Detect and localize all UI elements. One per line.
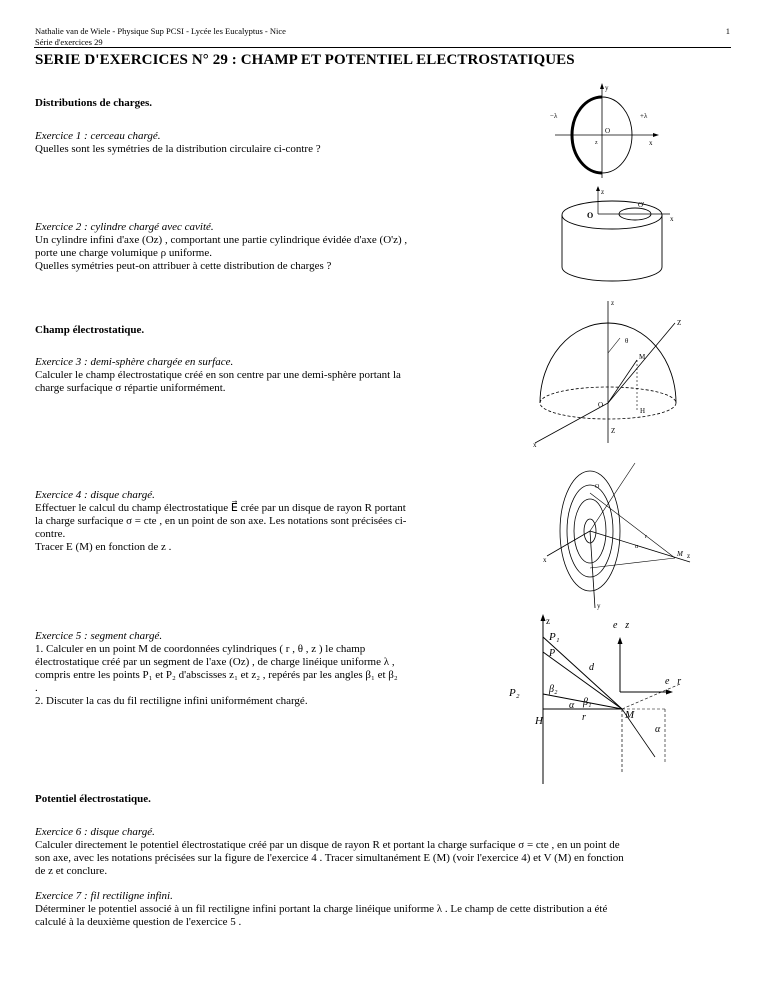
exercise-3-line: Calculer le champ électrostatique créé en son centre par une demi-sphère portant la	[35, 369, 401, 381]
figure-label: P	[549, 648, 556, 659]
figure-label: M	[677, 550, 683, 558]
figure-label: P₂	[509, 687, 520, 699]
exercise-5-line: électrostatique créé par un segment de l'axe (Oz) , de charge linéique uniforme λ ,	[35, 656, 395, 668]
figure-label: e⃗r	[665, 676, 682, 687]
exercise-1-title: Exercice 1 : cerceau chargé.	[35, 130, 161, 142]
figure-label: y	[597, 602, 601, 610]
exercise-2-line: porte une charge volumique ρ uniforme.	[35, 247, 212, 259]
figure-label: r	[582, 712, 586, 723]
figure-label: z	[687, 552, 691, 560]
exercise-4-line: contre.	[35, 528, 66, 540]
figure-cylinder-cavity	[560, 185, 680, 290]
figure-label: z	[611, 299, 615, 307]
exercise-2-line: Un cylindre infini d'axe (Oz) , comportant une partie cylindrique évidée d'axe (O'z) ,	[35, 234, 408, 246]
exercise-5-line: .	[35, 682, 38, 694]
exercise-7-line: calculé à la deuxième question de l'exercice 5 .	[35, 916, 242, 928]
figure-label: O	[598, 401, 604, 409]
figure-segment	[505, 612, 735, 787]
exercise-1-line: Quelles sont les symétries de la distribution circulaire ci-contre ?	[35, 143, 321, 155]
figure-label: +λ	[640, 112, 648, 120]
exercise-3	[35, 356, 401, 395]
exercise-5-title: Exercice 5 : segment chargé.	[35, 630, 163, 642]
exercise-5	[35, 630, 398, 708]
exercise-2	[35, 221, 407, 273]
figure-label: O	[595, 484, 600, 490]
figure-label: Z	[677, 319, 682, 327]
exercise-2-line: Quelles symétries peut-on attribuer à cette distribution de charges ?	[35, 260, 332, 272]
exercise-7-title: Exercice 7 : fil rectiligne infini.	[35, 890, 173, 902]
section-champ: Champ électrostatique.	[35, 324, 145, 336]
figure-label: O	[587, 211, 594, 220]
figure-label: r	[645, 534, 647, 540]
exercise-4-title: Exercice 4 : disque chargé.	[35, 489, 155, 501]
exercise-1	[35, 130, 321, 156]
section-distributions: Distributions de charges.	[35, 97, 153, 109]
figure-label: H	[535, 715, 543, 727]
figure-label: P₁	[549, 631, 560, 643]
header-line-1: Nathalie van de Wiele - Physique Sup PCSI - Lycée les Eucalyptus - Nice	[35, 26, 286, 36]
exercise-6-line: son axe, avec les notations précisées sur la figure de l'exercice 4 . Tracer simultanément E (M) (voir l'exercice 4) et V (M) en fonction	[35, 852, 624, 864]
page-title: SERIE D'EXERCICES N° 29 : CHAMP ET POTENTIEL ELECTROSTATIQUES	[35, 52, 575, 68]
figure-label: z	[595, 140, 598, 146]
figure-label: −λ	[550, 112, 558, 120]
exercise-5-line: compris entre les points P₁ et P₂ d'abscisses z₁ et z₂ , repérés par les angles β₁ et β₂	[35, 669, 398, 681]
exercise-7	[35, 890, 735, 929]
figure-label: x	[533, 441, 537, 449]
figure-label: M	[639, 353, 646, 361]
header-rule	[34, 47, 731, 48]
figure-label: θ	[625, 337, 629, 345]
figure-label: z	[601, 188, 605, 196]
figure-label: O'	[638, 201, 645, 209]
figure-label: α	[635, 544, 639, 550]
exercise-4-line: la charge surfacique σ = cte , en un point de son axe. Les notations sont précisées ci-	[35, 515, 407, 527]
header-line-2: Série d'exercices 29	[35, 37, 103, 47]
figure-disk	[535, 458, 695, 610]
exercise-5-line: 2. Discuter la cas du fil rectiligne infini uniformément chargé.	[35, 695, 308, 707]
figure-label: d	[589, 662, 594, 673]
exercise-4	[35, 489, 406, 554]
figure-label: z	[546, 616, 550, 626]
page-header	[35, 26, 286, 48]
exercise-7-line: Déterminer le potentiel associé à un fil rectiligne infini portant la charge linéique uniforme λ . Le champ de cette distribution a été	[35, 903, 608, 915]
figure-label: y	[605, 84, 609, 92]
figure-label: β₁	[583, 697, 592, 708]
exercise-6	[35, 826, 735, 878]
figure-label: x	[649, 139, 653, 147]
figure-label: H	[640, 407, 646, 415]
figure-label: α	[655, 724, 661, 735]
exercise-3-line: charge surfacique σ répartie uniformément.	[35, 382, 226, 394]
figure-charged-hoop	[545, 80, 665, 180]
figure-label: x	[543, 556, 547, 564]
figure-label: e⃗z	[613, 620, 630, 631]
figure-label: M	[625, 709, 635, 721]
figure-label: β₂	[549, 684, 558, 695]
exercise-2-title: Exercice 2 : cylindre chargé avec cavité.	[35, 221, 214, 233]
section-potentiel: Potentiel électrostatique.	[35, 793, 151, 805]
exercise-6-title: Exercice 6 : disque chargé.	[35, 826, 155, 838]
exercise-6-line: de z et conclure.	[35, 865, 108, 877]
figure-label: Z	[611, 427, 616, 435]
figure-label: x	[670, 215, 674, 223]
exercise-5-line: 1. Calculer en un point M de coordonnées cylindriques ( r , θ , z ) le champ	[35, 643, 366, 655]
figure-label: α	[569, 700, 575, 711]
exercise-4-line: Effectuer le calcul du champ électrostatique E⃗ crée par un disque de rayon R portant	[35, 502, 406, 514]
exercise-4-line: Tracer E (M) en fonction de z .	[35, 541, 172, 553]
page-number: 1	[725, 26, 730, 36]
figure-label: O	[605, 127, 611, 135]
exercise-6-line: Calculer directement le potentiel électrostatique créé par un disque de rayon R et portant la charge surfacique σ = cte , en un point de	[35, 839, 620, 851]
figure-hemisphere	[525, 293, 690, 450]
exercise-3-title: Exercice 3 : demi-sphère chargée en surface.	[35, 356, 234, 368]
